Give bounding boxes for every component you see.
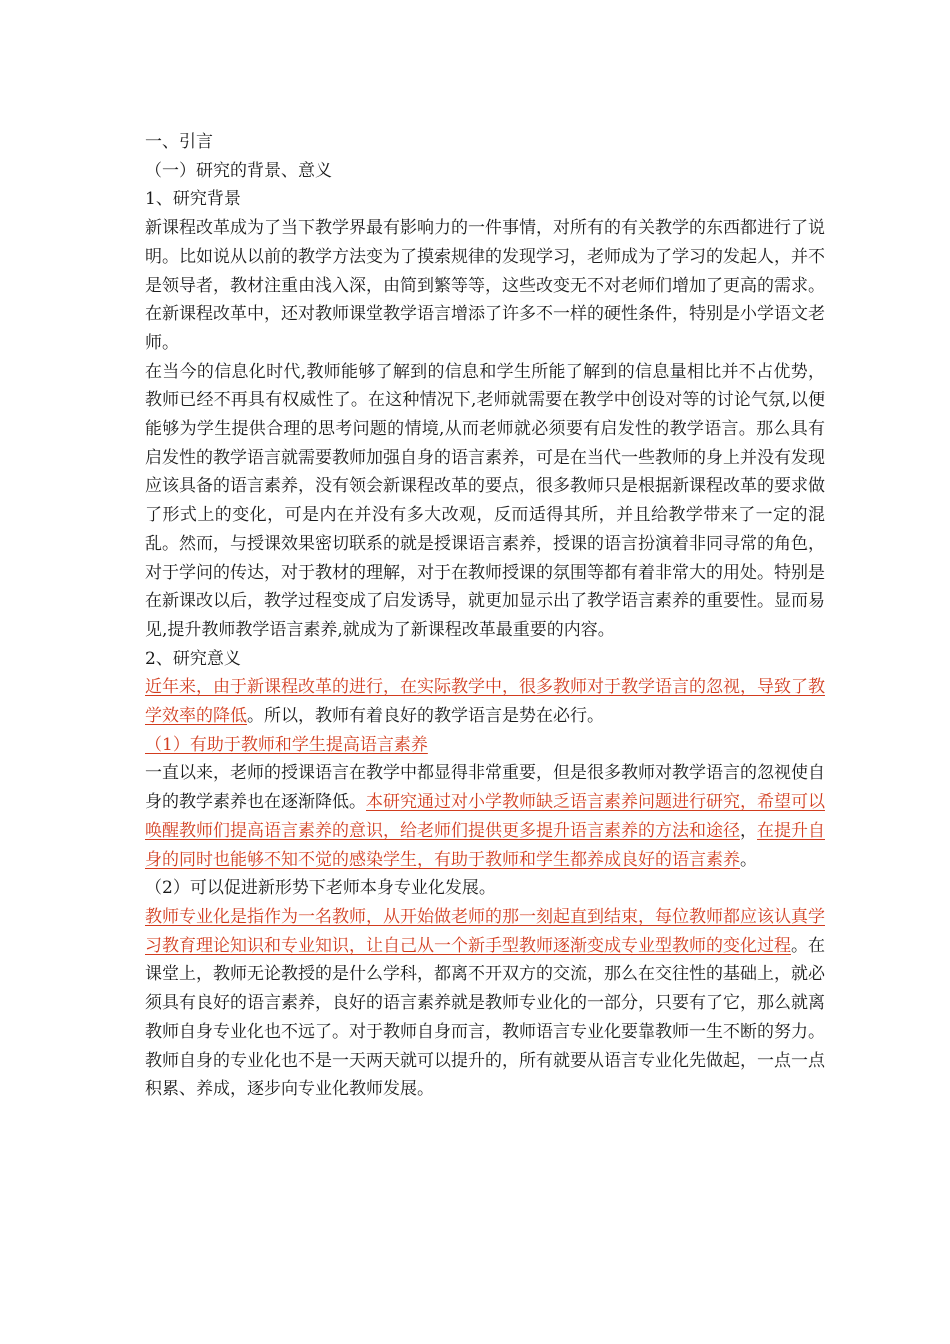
highlighted-text: 教师专业化是指作为一名教师，从开始做老师的那一刻起直到结束，每位教师都应该认真学习教育理论知识和专业知识，让自己从一个新手型教师逐渐变成专业型教师的变化过程 [145, 906, 825, 956]
highlighted-text: 近年来，由于新课程改革的进行，在实际教学中，很多教师对于教学语言的忽视，导致了教学效率的降低 [145, 677, 825, 727]
subsection-heading-background-significance: （一）研究的背景、意义 [145, 160, 332, 181]
plain-text: 。 [740, 849, 757, 870]
significance-paragraph-2 [145, 759, 825, 874]
plain-text: ， [740, 820, 757, 841]
background-paragraph-2: 在当今的信息化时代,教师能够了解到的信息和学生所能了解到的信息量相比并不占优势，教师已经不再具有权威性了。在这种情况下,老师就需要在教学中创设对等的讨论气氛,以便能够为学生提供合理的思考问题的情境,从而老师就必须要有启发性的教学语言。那么具有启发性的教学语言就需要教师加强自身的语言素养，可是在当代一些教师的身上并没有发现应该具备的语言素养，没有领会新课程改革的要点，很多教师只是根据新课程改革的要求做了形式上的变化，可是内在并没有多大改观，反而适得其所，并且给教学带来了一定的混乱。然而，与授课效果密切联系的就是授课语言素养，授课的语言扮演着非同寻常的角色，对于学问的传达，对于教材的理解，对于在教师授课的氛围等都有着非常大的用处。特别是在新课改以后，教学过程变成了启发诱导，就更加显示出了教学语言素养的重要性。显而易见,提升教师教学语言素养,就成为了新课程改革最重要的内容。 [145, 361, 825, 640]
heading-research-significance: 2、研究意义 [145, 648, 241, 669]
plain-text: 。在课堂上，教师无论教授的是什么学科，都离不开双方的交流，那么在交往性的基础上，就必须具有良好的语言素养，良好的语言素养就是教师专业化的一部分，只要有了它，那么就离教师自身专业化也不远了。对于教师自身而言，教师语言专业化要靠教师一生不断的努力。教师自身的专业化也不是一天两天就可以提升的，所有就要从语言专业化先做起，一点一点积累、养成，逐步向专业化教师发展。 [145, 935, 825, 1100]
subheading-language-literacy [145, 731, 825, 760]
subheading-professional-development: （2）可以促进新形势下老师本身专业化发展。 [145, 878, 496, 899]
plain-text: 一直以来，老师的授课语言在教学中都显得非常重要，但是很多教师对教学语言的忽视使自身的教学素养也在逐渐降低。 [145, 763, 825, 813]
highlighted-subheading: （1）有助于教师和学生提高语言素养 [145, 734, 428, 755]
plain-text: 。所以，教师有着良好的教学语言是势在必行。 [247, 706, 604, 727]
heading-research-background: 1、研究背景 [145, 189, 241, 210]
highlighted-text: 在提升自身的同时也能够不知不觉的感染学生，有助于教师和学生都养成良好的语言素养 [145, 820, 825, 870]
highlighted-text: 本研究通过对小学教师缺乏语言素养问题进行研究，希望可以唤醒教师们提高语言素养的意识，给老师们提供更多提升语言素养的方法和途径 [145, 792, 825, 841]
document-body [145, 128, 825, 1104]
section-heading-introduction: 一、引言 [145, 132, 213, 152]
significance-paragraph-1 [145, 673, 825, 730]
background-paragraph-1: 新课程改革成为了当下教学界最有影响力的一件事情，对所有的有关教学的东西都进行了说明。比如说从以前的教学方法变为了摸索规律的发现学习，老师成为了学习的发起人，并不是领导者，教材注重由浅入深，由简到繁等等，这些改变无不对老师们增加了更高的需求。在新课程改革中，还对教师课堂教学语言增添了许多不一样的硬性条件，特别是小学语文老师。 [145, 218, 825, 353]
significance-paragraph-3 [145, 903, 825, 1104]
